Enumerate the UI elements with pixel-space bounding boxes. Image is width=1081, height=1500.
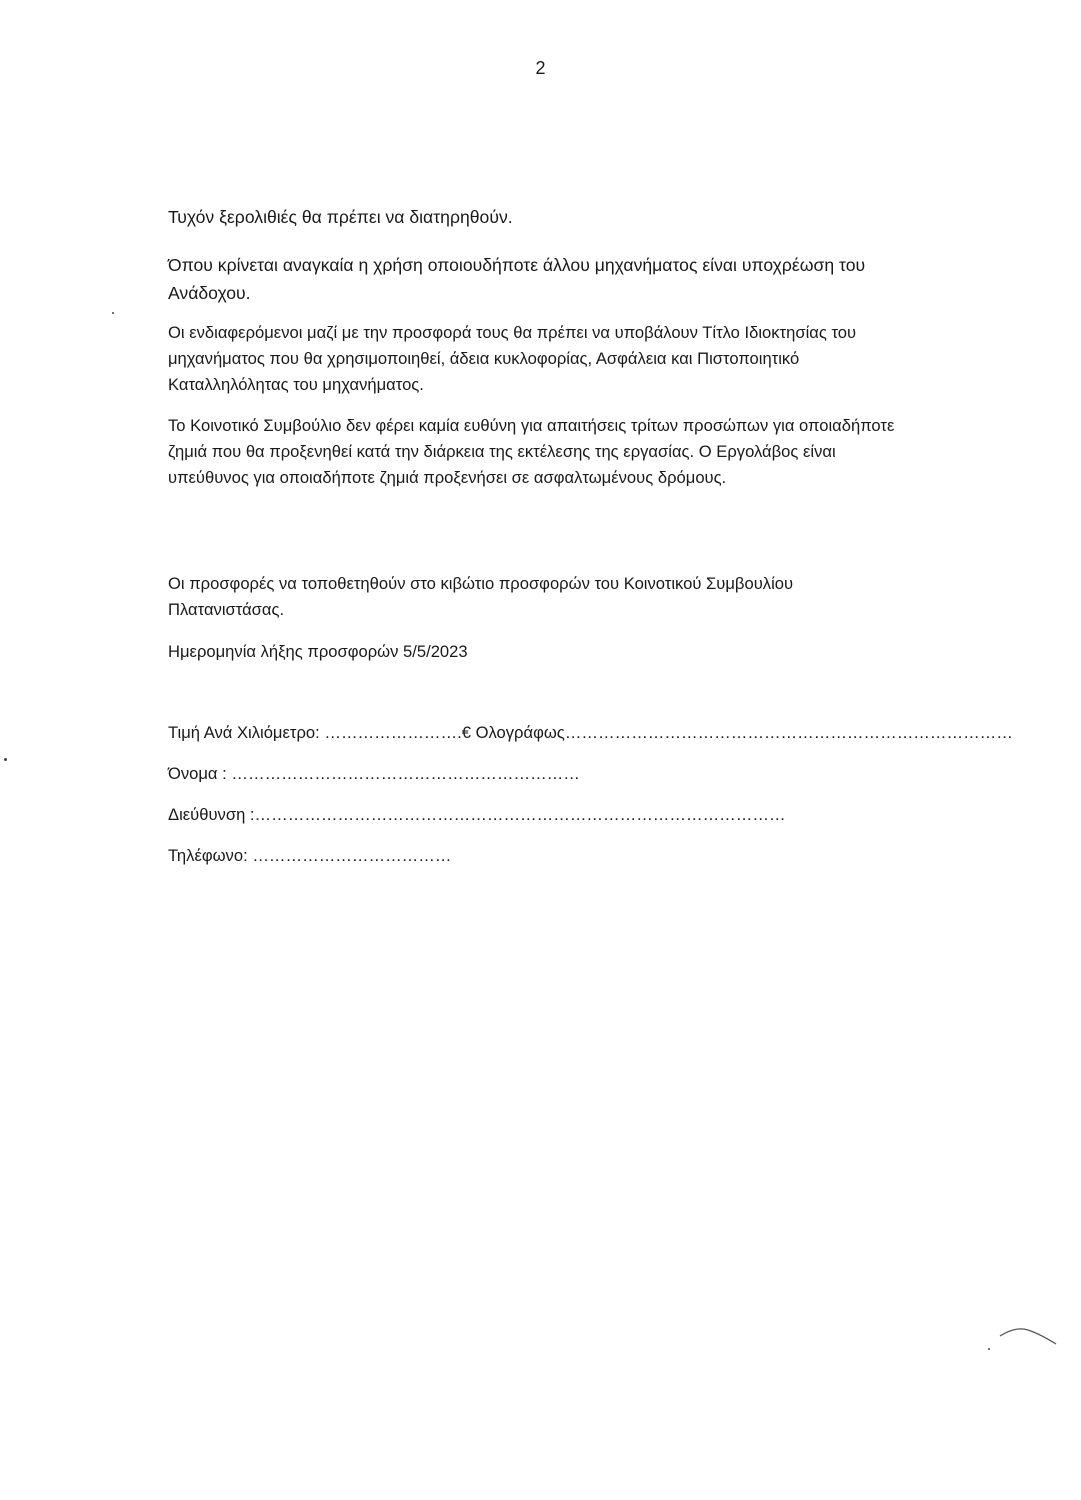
name-field (168, 761, 908, 787)
paragraph-submission: Οι προσφορές να τοποθετηθούν στο κιβώτιο προσφορών του Κοινοτικού Συμβουλίου Πλατανιστάσας. (168, 574, 794, 619)
paragraph-deadline: Ημερομηνία λήξης προσφορών 5/5/2023 (168, 642, 468, 661)
name-blank[interactable]: ……………………………………………………… (231, 764, 580, 783)
paragraph-liability: Το Κοινοτικό Συμβούλιο δεν φέρει καμία ευθύνη για απαιτήσεις τρίτων προσώπων για οποιαδήποτε ζημιά που θα προξενηθεί κατά την διάρκεια της εκτέλεσης της εργασίας. Ο Εργολάβος είναι υπεύθυνος για οποιαδήποτε ζημιά προξενήσει σε ασφαλτωμένους δρόμους. (168, 416, 895, 487)
euro-sign: € (461, 723, 471, 742)
scan-speck (988, 1348, 990, 1350)
phone-blank[interactable]: ……………………………… (252, 846, 452, 865)
page-number: 2 (535, 58, 546, 78)
phone-field (168, 843, 908, 869)
name-label: Όνομα : (168, 764, 227, 783)
scan-speck (112, 312, 114, 314)
address-field (168, 802, 908, 828)
scan-speck (4, 758, 7, 761)
words-label: Ολογράφως (475, 723, 565, 742)
price-label: Τιμή Ανά Χιλιόμετρο: (168, 723, 320, 742)
price-blank[interactable]: ……………………. (324, 723, 462, 742)
paragraph-required-documents: Οι ενδιαφερόμενοι μαζί με την προσφορά τους θα πρέπει να υποβάλουν Τίτλο Ιδιοκτησίας του μηχανήματος που θα χρησιμοποιηθεί, άδεια κυκλοφορίας, Ασφάλεια και Πιστοποιητικό Καταλληλόλητας του μηχανήματος. (168, 323, 857, 394)
phone-label: Τηλέφωνο: (168, 846, 248, 865)
paragraph-machinery-obligation: Όπου κρίνεται αναγκαία η χρήση οποιουδήποτε άλλου μηχανήματος είναι υποχρέωση του Ανάδοχου. (168, 255, 866, 303)
words-blank[interactable]: ……………………………………………………………………… (564, 723, 1013, 742)
address-label: Διεύθυνση : (168, 805, 255, 824)
pen-stroke-mark (998, 1322, 1058, 1352)
price-per-km-field (168, 720, 1013, 746)
paragraph-dry-stone-walls: Τυχόν ξερολιθιές θα πρέπει να διατηρηθούν. (168, 207, 513, 227)
address-blank[interactable]: …………………………………………………………………………………… (254, 805, 786, 824)
